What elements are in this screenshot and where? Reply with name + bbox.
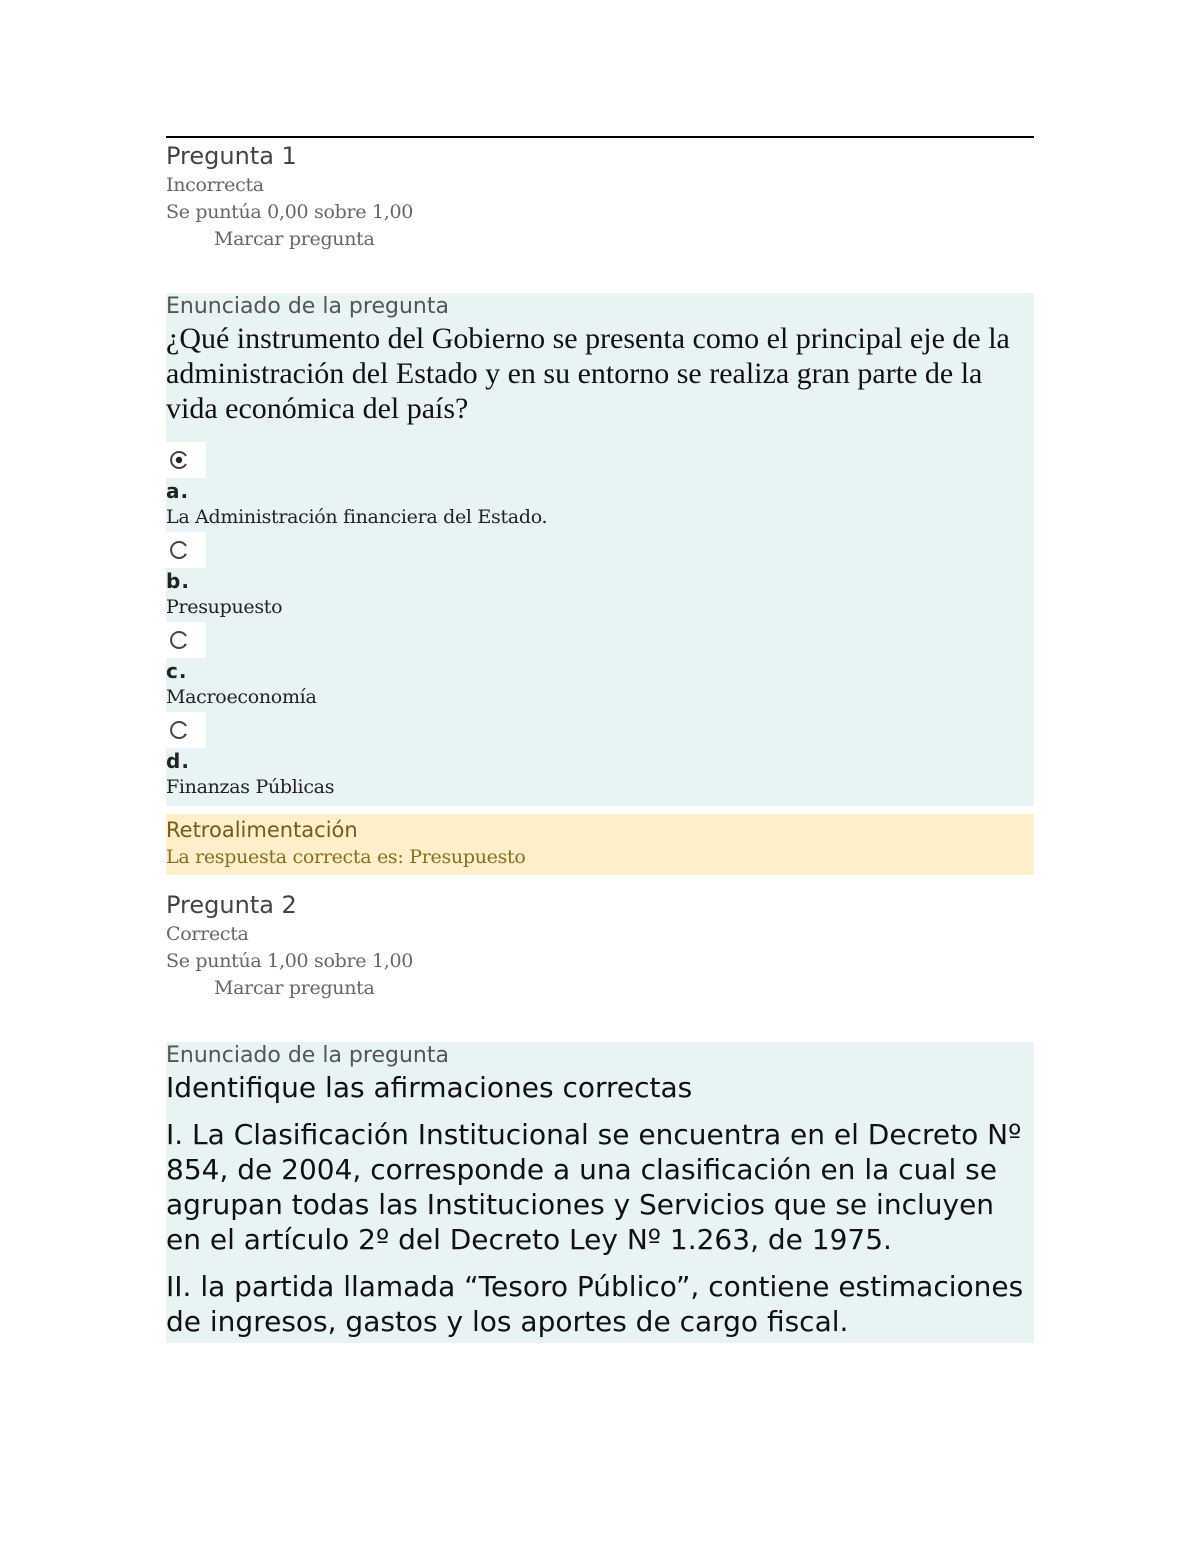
- answer-option-b: [166, 532, 1034, 620]
- option-letter: d.: [166, 749, 190, 773]
- feedback-box: [166, 814, 1034, 875]
- option-letter: b.: [166, 569, 190, 593]
- statement-label: Enunciado de la pregunta: [166, 294, 449, 319]
- option-text: Presupuesto: [166, 596, 283, 618]
- question-status: Correcta: [166, 923, 249, 945]
- flag-question-link[interactable]: Marcar pregunta: [214, 228, 375, 250]
- answer-option-d: [166, 712, 1034, 800]
- question-title: Pregunta 2: [166, 891, 297, 919]
- question-grade: Se puntúa 0,00 sobre 1,00: [166, 201, 414, 223]
- question-statement-box: [166, 1042, 1034, 1343]
- option-letter: a.: [166, 479, 190, 503]
- statement-label: Enunciado de la pregunta: [166, 1043, 449, 1068]
- option-text: Finanzas Públicas: [166, 776, 335, 798]
- question-lead: Identifique las afirmaciones correctas: [166, 1071, 693, 1104]
- option-text: La Administración financiera del Estado.: [166, 506, 548, 528]
- flag-question-link[interactable]: Marcar pregunta: [214, 977, 375, 999]
- top-divider: [166, 136, 1034, 138]
- question-1: [166, 140, 1034, 875]
- radio-unselected-icon: [169, 540, 189, 560]
- question-statement-box: [166, 293, 1034, 806]
- option-text: Macroeconomía: [166, 686, 317, 708]
- radio-button[interactable]: [166, 712, 206, 748]
- statement-ii: II. la partida llamada “Tesoro Público”, contiene estimaciones de ingresos, gastos y los aportes de cargo fiscal.: [166, 1270, 1024, 1338]
- question-status: Incorrecta: [166, 174, 264, 196]
- question-text: ¿Qué instrumento del Gobierno se presenta como el principal eje de la administración del Estado y en su entorno se realiza gran parte de la vida económica del país?: [166, 322, 1010, 425]
- question-title: Pregunta 1: [166, 142, 297, 170]
- radio-button[interactable]: [166, 532, 206, 568]
- answer-option-c: [166, 622, 1034, 710]
- answer-option-a: [166, 442, 1034, 530]
- quiz-review-page: [166, 136, 1034, 1343]
- option-letter: c.: [166, 659, 188, 683]
- question-grade: Se puntúa 1,00 sobre 1,00: [166, 950, 414, 972]
- radio-button[interactable]: [166, 442, 206, 478]
- feedback-text: La respuesta correcta es: Presupuesto: [166, 846, 526, 868]
- radio-unselected-icon: [169, 630, 189, 650]
- statement-i: I. La Clasificación Institucional se encuentra en el Decreto Nº 854, de 2004, corresponde a una clasificación en la cual se agrupan todas las Instituciones y Servicios que se incluyen en el artículo 2º del Decreto Ley Nº 1.263, de 1975.: [166, 1118, 1022, 1256]
- radio-selected-icon: [169, 450, 189, 470]
- radio-unselected-icon: [169, 720, 189, 740]
- feedback-label: Retroalimentación: [166, 818, 358, 842]
- radio-button[interactable]: [166, 622, 206, 658]
- question-2: [166, 889, 1034, 1343]
